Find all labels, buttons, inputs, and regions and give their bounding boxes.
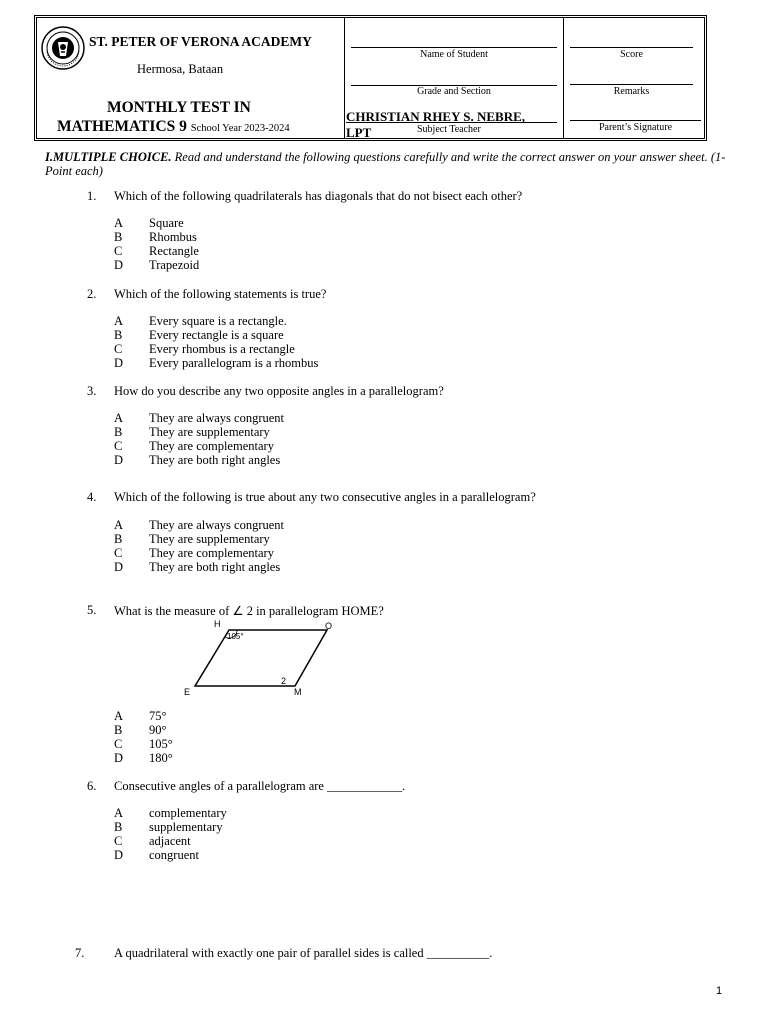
instructions: [45, 151, 735, 178]
school-seal-icon: [41, 26, 85, 70]
option-text: supplementary: [149, 820, 223, 834]
instructions-text: Read and understand the following questions carefully and write the correct answer on your answer sheet. (1- Point each): [45, 150, 726, 178]
options-4: [114, 518, 284, 574]
question-text: Consecutive angles of a parallelogram are ____________.: [114, 779, 406, 793]
header-divider: [344, 18, 345, 138]
question-number: 6.: [87, 779, 97, 793]
options-2: [114, 314, 318, 370]
school-name: ST. PETER OF VERONA ACADEMY: [89, 34, 312, 49]
option-c[interactable]: [114, 834, 227, 848]
option-text: Every rhombus is a rectangle: [149, 342, 295, 356]
option-b[interactable]: [114, 230, 199, 244]
option-d[interactable]: [114, 258, 199, 272]
remarks-label: Remarks: [613, 86, 650, 97]
test-title: MONTHLY TEST IN: [107, 99, 251, 116]
test-subject: [57, 118, 290, 136]
teacher-credential: LPT: [346, 125, 372, 140]
question-text: Which of the following quadrilaterals has diagonals that do not bisect each other?: [114, 189, 523, 203]
option-letter: D: [114, 453, 124, 467]
school-year: School Year 2023-2024: [190, 123, 290, 134]
option-text: Every square is a rectangle.: [149, 314, 287, 328]
teacher-label: Subject Teacher: [417, 124, 481, 135]
option-a[interactable]: [114, 518, 284, 532]
option-letter: B: [114, 532, 123, 546]
option-letter: A: [114, 314, 124, 328]
question-number: 1.: [87, 189, 97, 203]
options-1: [114, 216, 199, 272]
question-text: What is the measure of ∠ 2 in parallelogram HOME?: [114, 604, 384, 618]
option-letter: D: [114, 848, 124, 862]
question-text: Which of the following statements is true?: [114, 287, 327, 301]
parent-signature-label: Parent’s Signature: [598, 122, 673, 133]
option-text: They are complementary: [149, 546, 274, 560]
option-letter: A: [114, 806, 124, 820]
option-d[interactable]: [114, 560, 284, 574]
option-c[interactable]: [114, 546, 284, 560]
option-c[interactable]: [114, 737, 173, 751]
grade-section-label: Grade and Section: [417, 86, 491, 97]
option-text: Rectangle: [149, 244, 199, 258]
options-6: [114, 806, 227, 862]
option-letter: B: [114, 328, 123, 342]
student-name-field[interactable]: [351, 47, 557, 48]
angle-105-label: 105°: [227, 632, 244, 641]
option-text: They are complementary: [149, 439, 274, 453]
teacher-name: CHRISTIAN RHEY S. NEBRE,: [346, 109, 526, 124]
option-d[interactable]: [114, 848, 227, 862]
option-letter: B: [114, 723, 123, 737]
option-text: 105°: [149, 737, 173, 751]
option-a[interactable]: [114, 709, 173, 723]
option-letter: D: [114, 356, 124, 370]
option-text: They are both right angles: [149, 453, 281, 467]
question-text: A quadrilateral with exactly one pair of parallel sides is called __________.: [114, 946, 493, 960]
subject-name: MATHEMATICS 9: [57, 118, 187, 135]
question-text: Which of the following is true about any two consecutive angles in a parallelogram?: [114, 490, 536, 504]
question-text: How do you describe any two opposite angles in a parallelogram?: [114, 384, 444, 398]
option-text: They are both right angles: [149, 560, 281, 574]
option-a[interactable]: [114, 411, 284, 425]
vertex-e-label: E: [184, 687, 191, 697]
score-label: Score: [620, 49, 643, 60]
header-divider: [563, 18, 564, 138]
option-text: They are always congruent: [149, 518, 285, 532]
student-name-label: Name of Student: [420, 49, 488, 60]
option-a[interactable]: [114, 314, 318, 328]
option-letter: D: [114, 560, 124, 574]
option-letter: C: [114, 342, 123, 356]
option-text: 75°: [149, 709, 167, 723]
page-number: 1: [716, 985, 723, 997]
option-letter: B: [114, 425, 123, 439]
option-b[interactable]: [114, 723, 173, 737]
parallelogram-home-diagram: [182, 616, 332, 698]
option-b[interactable]: [114, 820, 227, 834]
angle-2-label: 2: [281, 676, 287, 686]
parallelogram-shape: [195, 630, 327, 686]
option-letter: C: [114, 834, 123, 848]
option-text: They are always congruent: [149, 411, 285, 425]
teacher-name-line: [346, 122, 557, 123]
options-3: [114, 411, 284, 467]
option-b[interactable]: [114, 328, 318, 342]
option-b[interactable]: [114, 425, 284, 439]
option-text: congruent: [149, 848, 199, 862]
option-letter: D: [114, 751, 124, 765]
option-text: Square: [149, 216, 184, 230]
question-number: 4.: [87, 490, 97, 504]
option-d[interactable]: [114, 751, 173, 765]
option-letter: A: [114, 411, 124, 425]
option-letter: A: [114, 709, 124, 723]
option-text: 90°: [149, 723, 167, 737]
instructions-heading: I.MULTIPLE CHOICE.: [45, 150, 172, 164]
question-number: 7.: [75, 946, 85, 960]
option-letter: C: [114, 737, 123, 751]
remarks-field[interactable]: [570, 84, 693, 85]
option-letter: C: [114, 546, 123, 560]
option-text: Every parallelogram is a rhombus: [149, 356, 319, 370]
option-b[interactable]: [114, 532, 284, 546]
option-letter: A: [114, 216, 124, 230]
option-letter: B: [114, 820, 123, 834]
header-box: [34, 15, 707, 141]
option-text: Every rectangle is a square: [149, 328, 284, 342]
score-field[interactable]: [570, 47, 693, 48]
parent-signature-field[interactable]: [570, 120, 701, 121]
option-letter: D: [114, 258, 124, 272]
option-a[interactable]: [114, 216, 199, 230]
option-text: adjacent: [149, 834, 191, 848]
vertex-o-label: O: [325, 621, 332, 631]
question-number: 5.: [87, 603, 97, 617]
option-text: 180°: [149, 751, 173, 765]
option-letter: B: [114, 230, 123, 244]
vertex-m-label: M: [294, 687, 302, 697]
option-a[interactable]: [114, 806, 227, 820]
option-text: They are supplementary: [149, 425, 270, 439]
option-text: Rhombus: [149, 230, 197, 244]
vertex-h-label: H: [214, 619, 221, 629]
option-text: They are supplementary: [149, 532, 270, 546]
option-c[interactable]: [114, 439, 284, 453]
options-5: [114, 709, 173, 765]
option-letter: A: [114, 518, 124, 532]
option-text: complementary: [149, 806, 227, 820]
option-letter: C: [114, 439, 123, 453]
option-letter: C: [114, 244, 123, 258]
option-d[interactable]: [114, 356, 318, 370]
question-number: 2.: [87, 287, 97, 301]
school-location: Hermosa, Bataan: [137, 62, 224, 76]
option-c[interactable]: [114, 244, 199, 258]
option-d[interactable]: [114, 453, 284, 467]
option-text: Trapezoid: [149, 258, 200, 272]
question-number: 3.: [87, 384, 97, 398]
option-c[interactable]: [114, 342, 318, 356]
